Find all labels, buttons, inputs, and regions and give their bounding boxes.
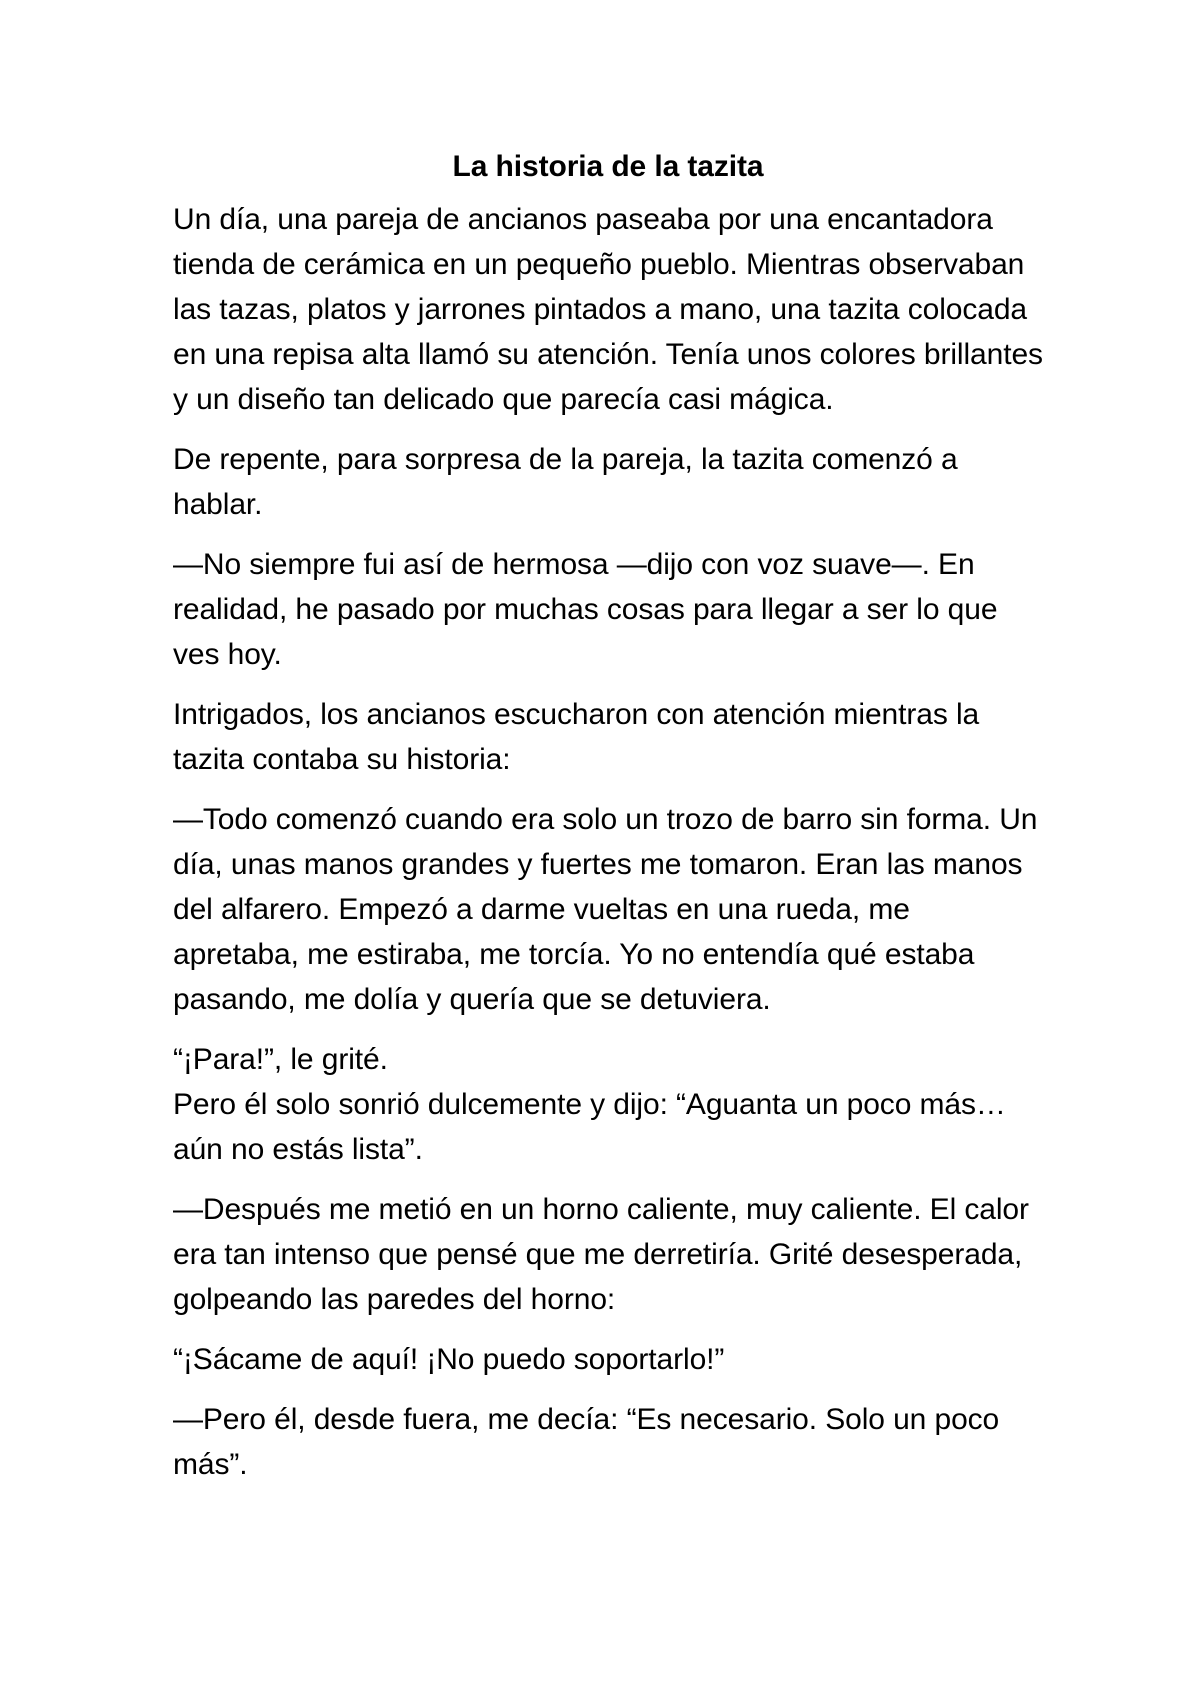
paragraph-10: —Pero él, desde fuera, me decía: “Es necesario. Solo un poco más”. <box>173 1403 1000 1481</box>
paragraph-8: —Después me metió en un horno caliente, muy caliente. El calor era tan intenso que pensé que me derretiría. Grité desesperada, golpeando las paredes del horno: <box>173 1193 1029 1316</box>
paragraph-7: Pero él solo sonrió dulcemente y dijo: “Aguanta un poco más… aún no estás lista”. <box>173 1088 1006 1166</box>
paragraph-5: —Todo comenzó cuando era solo un trozo de barro sin forma. Un día, unas manos grandes y fuertes me tomaron. Eran las manos del alfarero. Empezó a darme vueltas en una rueda, me apretaba, me estiraba, me torcía. Yo no entendía qué estaba pasando, me dolía y quería que se detuviera. <box>173 803 1038 1016</box>
paragraph-4: Intrigados, los ancianos escucharon con atención mientras la tazita contaba su historia: <box>173 698 980 776</box>
paragraph-3: —No siempre fui así de hermosa —dijo con voz suave—. En realidad, he pasado por muchas cosas para llegar a ser lo que ves hoy. <box>173 548 998 671</box>
document-body <box>173 144 1043 1502</box>
paragraph-9: “¡Sácame de aquí! ¡No puedo soportarlo!” <box>173 1343 725 1376</box>
paragraph-6: “¡Para!”, le grité. <box>173 1043 388 1076</box>
paragraph-2: De repente, para sorpresa de la pareja, la tazita comenzó a hablar. <box>173 443 958 521</box>
document-title: La historia de la tazita <box>452 150 764 183</box>
paragraph-1: Un día, una pareja de ancianos paseaba por una encantadora tienda de cerámica en un pequeño pueblo. Mientras observaban las tazas, platos y jarrones pintados a mano, una tazita colocada en una repisa alta llamó su atención. Tenía unos colores brillantes y un diseño tan delicado que parecía casi mágica. <box>173 203 1043 416</box>
